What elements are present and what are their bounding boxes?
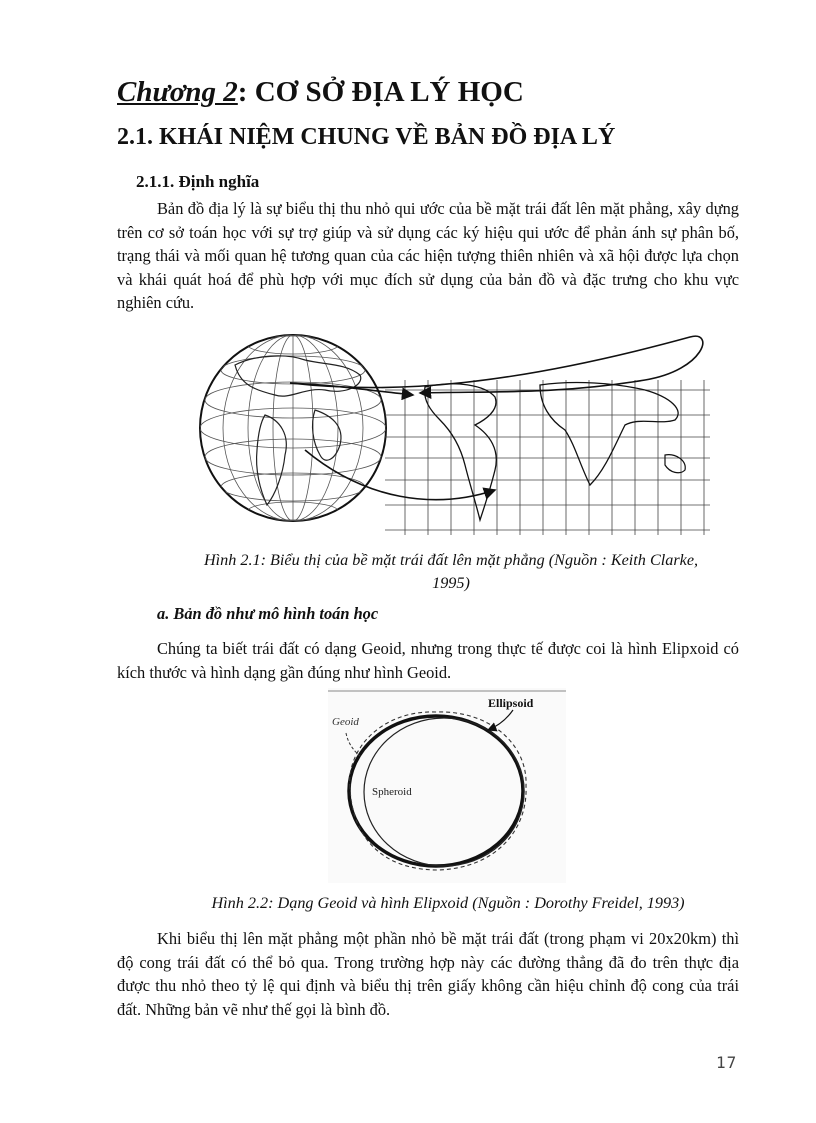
geoid-paragraph <box>117 637 739 684</box>
spheroid-label: Spheroid <box>372 786 412 798</box>
plane-text: Khi biểu thị lên mặt phẳng một phần nhỏ bề mặt trái đất (trong phạm vi 20x20km) thì độ cong trái đất có thể bỏ qua. Trong trường hợp này các đường thẳng đã đo trên thực địa được thu nhỏ theo tỷ lệ qui định và biểu thị trên giấy không cần hiệu chỉnh độ cong của trái đất. Những bản vẽ như thế gọi là bình đồ. <box>117 929 739 1019</box>
page-number: 17 <box>716 1053 738 1072</box>
plane-paragraph <box>117 927 739 1021</box>
geoid-ellipsoid-figure <box>328 688 566 883</box>
geoid-label: Geoid <box>332 716 359 728</box>
figure-1-caption-line2: 1995) <box>432 574 470 592</box>
figure-2-caption: Hình 2.2: Dạng Geoid và hình Elipxoid (Nguồn : Dorothy Freidel, 1993) <box>211 894 685 912</box>
globe-to-map-figure <box>195 325 720 537</box>
globe-illustration <box>200 335 386 521</box>
figure-1-caption <box>160 549 742 595</box>
definition-paragraph <box>117 197 739 315</box>
chapter-label: Chương 2 <box>117 76 238 108</box>
flat-map-illustration <box>385 380 710 535</box>
figure-1-caption-line1: Hình 2.1: Biểu thị của bề mặt trái đất lên mặt phẳng (Nguồn : Keith Clarke, <box>203 551 699 569</box>
chapter-name: : CƠ SỞ ĐỊA LÝ HỌC <box>237 76 524 108</box>
subheading-a: a. Bản đồ như mô hình toán học <box>157 604 379 623</box>
geoid-text: Chúng ta biết trái đất có dạng Geoid, nhưng trong thực tế được coi là hình Elipxoid có kích thước và hình dạng gần đúng như hình Geoid. <box>117 639 739 682</box>
ellipsoid-label: Ellipsoid <box>488 696 534 710</box>
section-heading: 2.1. KHÁI NIỆM CHUNG VỀ BẢN ĐỒ ĐỊA LÝ <box>117 124 616 150</box>
definition-text: Bản đồ địa lý là sự biểu thị thu nhỏ qui ước của bề mặt trái đất lên mặt phẳng, xây dựng trên cơ sở toán học với sự trợ giúp và sử dụng các ký hiệu qui ước để phản ánh sự phân bố, trạng thái và mối quan hệ tương quan của các hiện tượng thiên nhiên và xã hội được lựa chọn và khái quát hoá để phù hợp với mục đích sử dụng của bản đồ và đặc trưng cho khu vực nghiên cứu. <box>117 199 739 312</box>
subsection-heading: 2.1.1. Định nghĩa <box>136 172 260 191</box>
chapter-title <box>117 76 524 109</box>
